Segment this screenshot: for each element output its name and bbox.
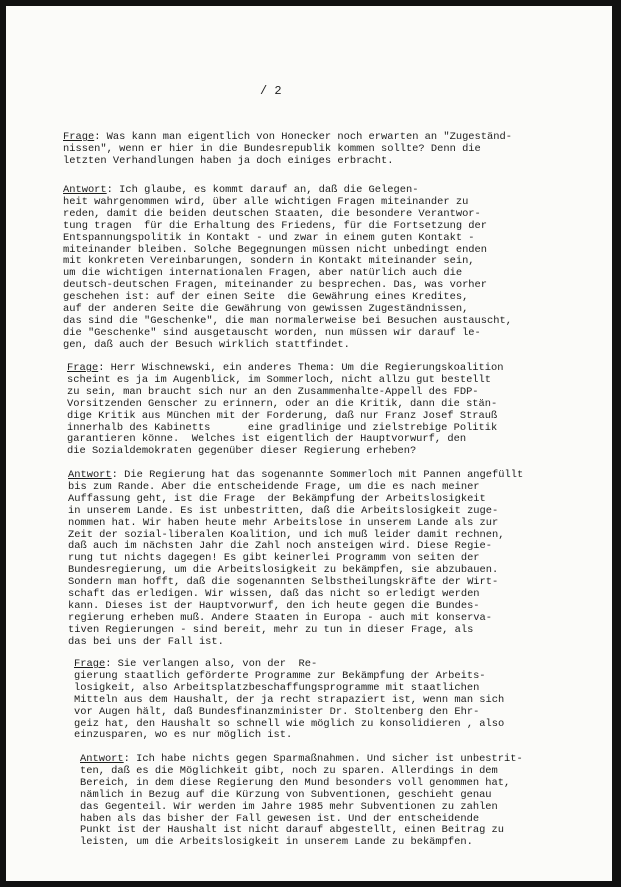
question-2 (67, 363, 504, 458)
text-line: geschehen ist: auf der einen Seite die Gewährung eines Kredites, (63, 291, 469, 304)
text-line: dige Kritik aus München mit der Forderung, daß nur Franz Josef Strauß (67, 409, 498, 422)
text-line: deutsch-deutschen Fragen, miteinander zu besprechen. Das, was vorher (63, 279, 488, 292)
line-text: : Ich habe nichts gegen Sparmaßnahmen. Und sicher ist unbestrit- (123, 753, 523, 765)
speaker-label: Frage (63, 131, 95, 143)
text-line: Entspannungspolitik in Kontakt - und zwar in einem guten Kontakt - (63, 231, 475, 244)
text-line: regierung erheben muß. Andere Staaten in Europa - auch mit konserva- (68, 611, 493, 624)
text-line: das bei uns der Fall ist. (68, 635, 224, 648)
speaker-label: Antwort (80, 753, 124, 765)
text-line: letzten Verhandlungen haben ja doch einiges erbracht. (63, 154, 394, 167)
text-line: Sondern man hofft, daß die sogenannten Selbstheilungskräfte der Wirt- (68, 576, 499, 589)
answer-1 (63, 185, 512, 352)
text-line: Auffassung geht, ist die Frage der Bekämpfung der Arbeitslosigkeit (68, 492, 486, 505)
speaker-label: Frage (67, 362, 99, 374)
line-text: : Sie verlangen also, von der Re- (105, 658, 318, 670)
text-line: garantieren könne. Welches ist eigentlich der Hauptvorwurf, den (67, 433, 467, 446)
text-line: auf der anderen Seite die Gewährung von gewissen Zugeständnissen, (63, 303, 469, 316)
text-line: geiz hat, den Haushalt so schnell wie möglich zu konsolidieren , also (74, 717, 505, 730)
question-3 (74, 659, 504, 742)
text-line: innerhalb des Kabinetts eine gradlinige und zielstrebige Politik (67, 421, 498, 434)
text-line: losigkeit, also Arbeitsplatzbeschaffungsprogramme mit staatlichen (74, 681, 480, 694)
line-text: : Die Regierung hat das sogenannte Sommerloch mit Pannen angefüllt (111, 469, 524, 481)
text-line: tiven Regierungen - sind bereit, mehr zu tun in dieser Frage, als (68, 623, 474, 636)
speaker-label: Antwort (68, 469, 112, 481)
text-line: um die wichtigen internationalen Fragen, aber natürlich auch die (63, 267, 463, 280)
text-line: scheint es ja im Augenblick, im Sommerloch, nicht allzu gut bestellt (67, 373, 492, 386)
text-line: Bereich, in dem diese Regierung den Mund besonders voll genommen hat, (80, 776, 511, 789)
text-line: das Gegenteil. Wir werden im Jahre 1985 mehr Subventionen zu zahlen (80, 800, 498, 813)
text-line: nissen", wenn er hier in die Bundesrepublik kommen sollte? Denn die (63, 142, 481, 155)
text-line: die Sozialdemokraten gegenüber dieser Regierung erheben? (67, 445, 417, 458)
text-line: miteinander bleiben. Solche Begegnungen müssen nicht unbedingt enden (63, 243, 488, 256)
text-line: Punkt ist der Haushalt ist nicht darauf abgestellt, einen Beitrag zu (80, 824, 505, 837)
text-line: gierung staatlich geförderte Programme zur Bekämpfung der Arbeits- (74, 669, 486, 682)
text-line: heit wahrgenommen wird, über alle wichtigen Fragen miteinander zu (63, 195, 469, 208)
question-1 (63, 132, 512, 168)
text-line: gen, daß auch der Besuch wirklich stattfindet. (63, 338, 350, 351)
text-line: leisten, um die Arbeitslosigkeit in unserem Lande zu bekämpfen. (80, 836, 473, 849)
text-line: Bundesregierung, um die Arbeitslosigkeit zu bekämpfen, sie abzubauen. (68, 564, 499, 577)
speaker-label: Frage (74, 658, 106, 670)
text-line: zu sein, man braucht sich nur an den Zusammenhalte-Appell des FDP- (67, 385, 479, 398)
text-line: vor Augen hält, daß Bundesfinanzminister Dr. Stoltenberg den Ehr- (74, 705, 480, 718)
text-line: tung tragen für die Erhaltung des Friedens, für die Fortsetzung der (63, 219, 488, 232)
page-number: / 2 (260, 84, 282, 98)
text-line: schaft das erledigen. Wir wissen, daß das nicht so erledigt werden (68, 588, 480, 601)
text-line: nämlich in Bezug auf die Kürzung von Subventionen, geschieht genau (80, 788, 492, 801)
text-line: haben als das bisher der Fall gewesen ist. Und der entscheidende (80, 812, 480, 825)
text-line: nommen hat. Wir haben heute mehr Arbeitslose in unserem Lande als zur (68, 516, 499, 529)
text-line: die "Geschenke" sind ausgetauscht worden, nun müssen wir darauf le- (63, 326, 481, 339)
answer-3 (80, 754, 523, 849)
text-line: Vorsitzenden Genscher zu erinnern, oder an die Kritik, dann die stän- (67, 397, 498, 410)
line-text: : Was kann man eigentlich von Honecker noch erwarten an "Zugeständ- (94, 131, 512, 143)
text-line: Mitteln aus dem Haushalt, der ja recht strapaziert ist, wenn man sich (74, 693, 505, 706)
text-line: in unserem Lande. Es ist unbestritten, daß die Arbeitslosigkeit zuge- (68, 504, 499, 517)
text-line: ten, daß es die Möglichkeit gibt, noch zu sparen. Allerdings in dem (80, 764, 498, 777)
text-line: das sind die "Geschenke", die man normalerweise bei Besuchen austauscht, (63, 314, 512, 327)
speaker-label: Antwort (63, 184, 107, 196)
line-text: : Ich glaube, es kommt darauf an, daß die Gelegen- (106, 184, 419, 196)
text-line: rung tut nichts dagegen! Es gibt keinerlei Programm von seiten der (68, 552, 480, 565)
text-line: daß auch im nächsten Jahr die Zahl noch ansteigen wird. Diese Regie- (68, 540, 493, 553)
answer-2 (68, 470, 523, 649)
text-line: reden, damit die beiden deutschen Staaten, die besondere Verantwor- (63, 207, 481, 220)
text-line: mit konkreten Vereinbarungen, sondern in Kontakt miteinander sein, (63, 255, 475, 268)
text-line: kann. Dieses ist der Hauptvorwurf, den ich heute gegen die Bundes- (68, 599, 480, 612)
text-line: Zeit der sozial-liberalen Koalition, und ich muß leider damit rechnen, (68, 528, 505, 541)
text-line: bis zum Rande. Aber die entscheidende Frage, um die es nach meiner (68, 480, 480, 493)
line-text: : Herr Wischnewski, ein anderes Thema: Um die Regierungskoalition (98, 362, 504, 374)
text-line: einzusparen, wo es nur möglich ist. (74, 729, 293, 742)
